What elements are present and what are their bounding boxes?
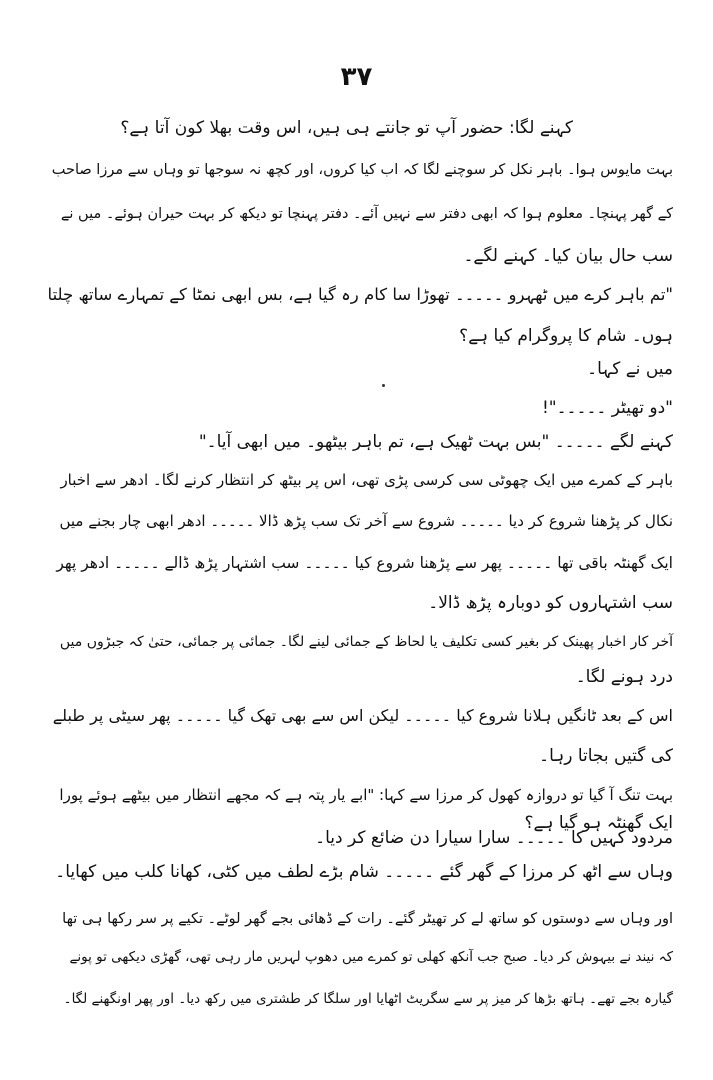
text-line: نکال کر پڑھنا شروع کر دیا ۔۔۔۔۔ شروع سے آخر تک سب پڑھ ڈالا ۔۔۔۔۔ ادھر ابھی چار بجنے میں	[59, 512, 673, 530]
page-number: ۳۷	[340, 62, 373, 92]
text-line: گیارہ بجے تھے۔ ہاتھ بڑھا کر میز پر سے سگریٹ اٹھایا اور سلگا کر طشتری میں رکھ دیا۔ اور پھر اونگھنے لگا۔	[63, 991, 673, 1007]
scan-speck	[382, 384, 385, 387]
text-line: وہاں سے اٹھ کر مرزا کے گھر گئے ۔۔۔۔۔ شام بڑے لطف میں کٹی، کھانا کلب میں کھایا۔	[55, 862, 673, 882]
text-line: کی گتیں بجاتا رہا۔	[539, 746, 673, 766]
text-line: اور وہاں سے دوستوں کو ساتھ لے کر تھیٹر گئے۔ رات کے ڈھائی بجے گھر لوٹے۔ تکیے پر سر رکھا ہی تھا	[62, 911, 673, 927]
text-line: "تم باہر کرے میں ٹھہرو ۔۔۔۔۔ تھوڑا سا کام رہ گیا ہے، بس ابھی نمٹا کے تمہارے ساتھ چلتا	[47, 285, 673, 304]
text-line: درد ہونے لگا۔	[575, 667, 673, 687]
text-line: سب حال بیان کیا۔ کہنے لگے۔	[463, 246, 673, 266]
text-line: آخر کار اخبار پھینک کر بغیر کسی تکلیف یا لحاظ کے جمائی لینے لگا۔ جمائی پر جمائی، حتیٰ کہ جبڑوں میں	[59, 634, 673, 650]
text-line: کہ نیند نے بیہوش کر دیا۔ صبح جب آنکھ کھلی تو کمرے میں دھوپ لہریں مار رہی تھی، گھڑی دیکھی تو پونے	[69, 949, 673, 965]
text-line: "دو تھیٹر ۔۔۔۔۔"!	[541, 398, 673, 418]
text-line: بہت تنگ آ گیا تو دروازہ کھول کر مرزا سے کہا: "ابے یار پتہ ہے کہ مجھے انتظار میں بیٹھے ہوئے پورا	[59, 786, 673, 804]
text-line: سب اشتہاروں کو دوبارہ پڑھ ڈالا۔	[428, 593, 673, 613]
text-line: باہر کے کمرے میں ایک چھوٹی سی کرسی پڑی تھی، اس پر بیٹھ کر انتظار کرنے لگا۔ ادھر سے اخبار	[60, 471, 673, 489]
text-line: ایک گھنٹہ باقی تھا ۔۔۔۔۔ پھر سے پڑھنا شروع کیا ۔۔۔۔۔ سب اشتہار پڑھ ڈالے ۔۔۔۔۔ ادھر پھر	[56, 554, 673, 572]
text-line: کہنے لگے ۔۔۔۔۔ "بس بہت ٹھیک ہے، تم باہر بیٹھو۔ میں ابھی آیا۔"	[198, 432, 673, 452]
text-line: بہت مایوس ہوا۔ باہر نکل کر سوچنے لگا کہ اب کیا کروں، اور کچھ نہ سوجھا تو وہاں سے مرزا صاحب	[51, 162, 673, 178]
text-line: کہنے لگا: حضور آپ تو جانتے ہی ہیں، اس وقت بھلا کون آتا ہے؟	[120, 118, 573, 138]
text-line: کے گھر پہنچا۔ معلوم ہوا کہ ابھی دفتر سے نہیں آئے۔ دفتر پہنچا تو دیکھ کر بہت حیران ہوئے۔ میں نے	[60, 206, 673, 222]
text-line: ہوں۔ شام کا پروگرام کیا ہے؟	[459, 326, 673, 346]
text-line: اس کے بعد ٹانگیں ہلانا شروع کیا ۔۔۔۔۔ لیکن اس سے بھی تھک گیا ۔۔۔۔۔ پھر سیٹی پر طبلے	[52, 706, 673, 725]
text-line: ایک گھنٹہ ہو گیا ہے؟	[524, 813, 673, 833]
text-line: مردود کہیں کا ۔۔۔۔۔ سارا سیارا دن ضائع کر دیا۔	[315, 828, 673, 848]
text-line: میں نے کہا۔	[587, 359, 673, 379]
